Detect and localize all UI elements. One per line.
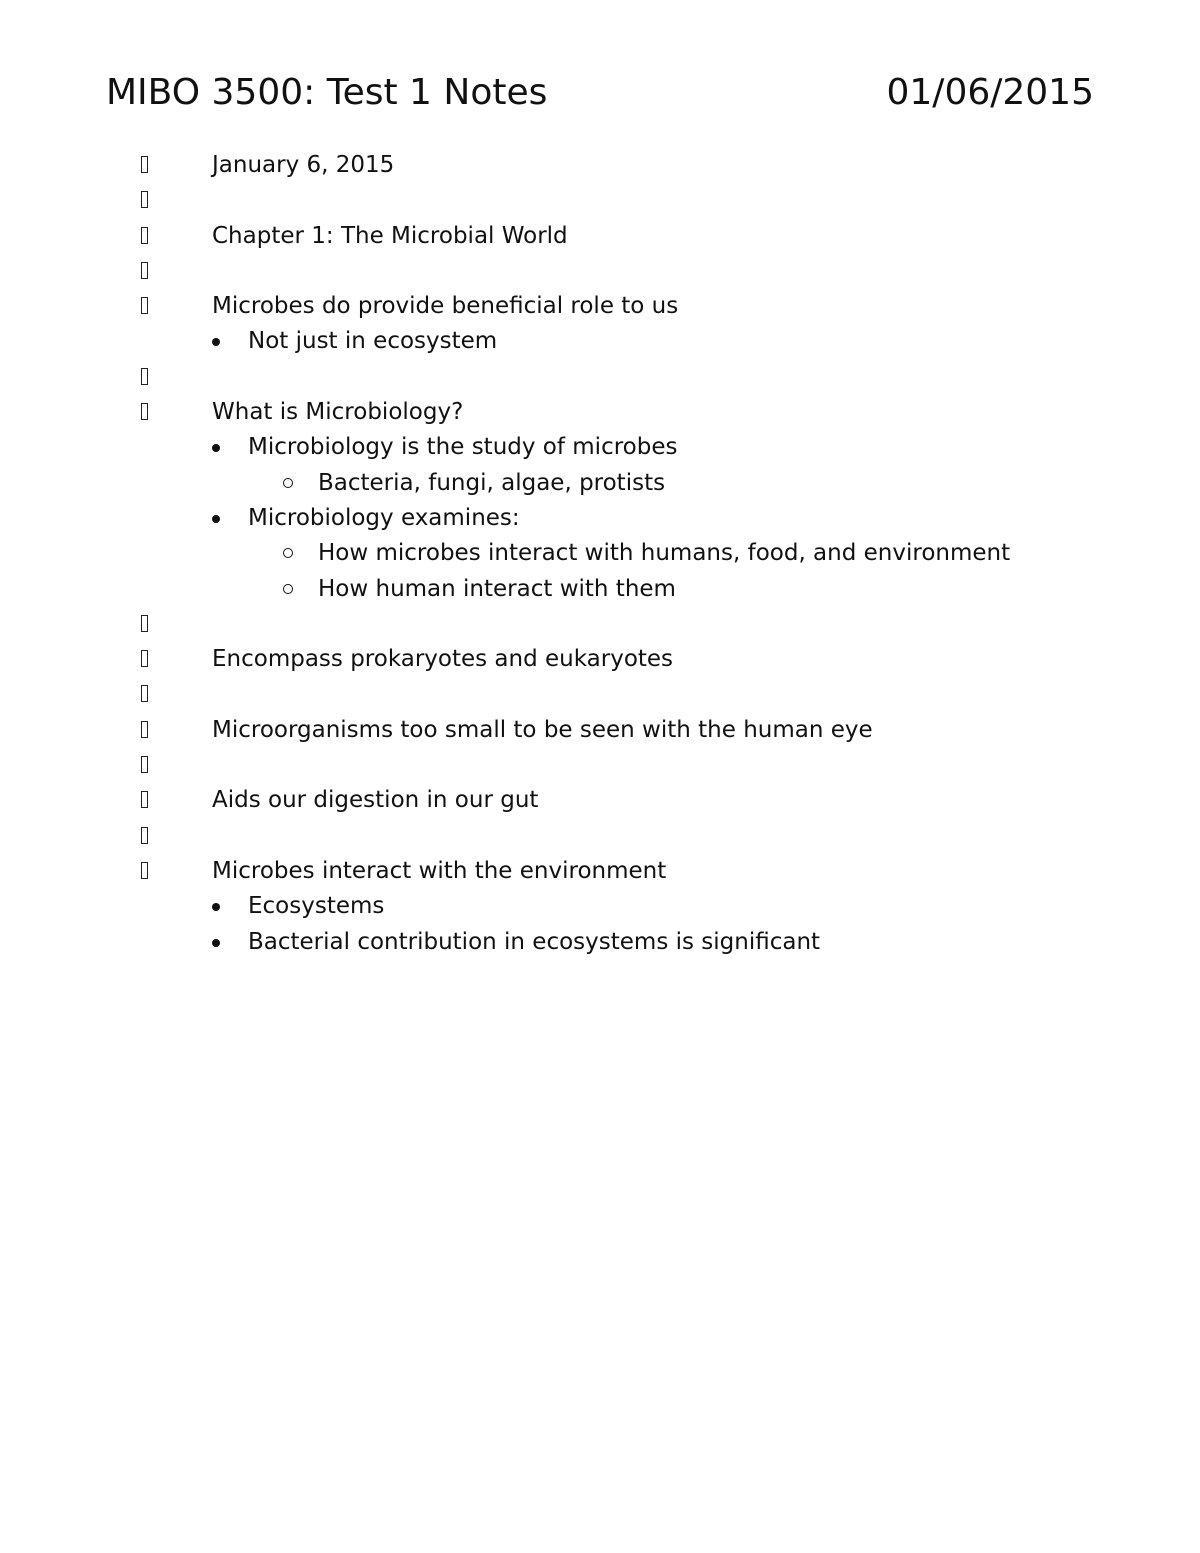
note-item — [0, 642, 1200, 677]
note-item — [0, 148, 1200, 183]
note-marker-icon — [141, 721, 148, 738]
note-marker-icon — [141, 403, 148, 420]
note-item — [0, 819, 1200, 854]
note-item — [0, 395, 1200, 430]
document-header — [106, 70, 1094, 118]
note-marker-icon — [141, 368, 148, 385]
note-subitem — [0, 925, 1200, 960]
bullet-icon — [212, 939, 220, 947]
hollow-bullet-icon — [283, 548, 293, 558]
note-subsubitem — [0, 536, 1200, 571]
note-item — [0, 854, 1200, 889]
note-marker-icon — [141, 862, 148, 879]
note-marker-icon — [141, 297, 148, 314]
note-text: Chapter 1: The Microbial World — [212, 222, 568, 249]
hollow-bullet-icon — [283, 584, 293, 594]
bullet-icon — [212, 444, 220, 452]
note-marker-icon — [141, 756, 148, 773]
note-subitem — [0, 889, 1200, 924]
hollow-bullet-icon — [283, 478, 293, 488]
subitem-text: Bacterial contribution in ecosystems is significant — [248, 928, 821, 955]
bullet-icon — [212, 515, 220, 523]
subitem-text: Microbiology is the study of microbes — [248, 434, 678, 461]
note-text: Microbes do provide beneficial role to us — [212, 293, 679, 320]
note-text: What is Microbiology? — [212, 399, 464, 426]
note-marker-icon — [141, 227, 148, 244]
note-item — [0, 748, 1200, 783]
note-item — [0, 360, 1200, 395]
note-text: Encompass prokaryotes and eukaryotes — [212, 646, 674, 673]
note-item — [0, 219, 1200, 254]
note-marker-icon — [141, 650, 148, 667]
subsubitem-text: Bacteria, fungi, algae, protists — [318, 469, 666, 496]
page-title: MIBO 3500: Test 1 Notes — [106, 72, 548, 113]
note-marker-icon — [141, 191, 148, 208]
header-date: 01/06/2015 — [886, 72, 1094, 113]
note-subitem — [0, 501, 1200, 536]
note-marker-icon — [141, 156, 148, 173]
note-subitem — [0, 430, 1200, 465]
note-marker-icon — [141, 827, 148, 844]
note-marker-icon — [141, 262, 148, 279]
note-item — [0, 677, 1200, 712]
note-text: Microorganisms too small to be seen with the human eye — [212, 716, 873, 743]
note-item — [0, 783, 1200, 818]
note-item — [0, 713, 1200, 748]
subsubitem-text: How microbes interact with humans, food, and environment — [318, 540, 1011, 567]
subitem-text: Not just in ecosystem — [248, 328, 498, 355]
subitem-text: Ecosystems — [248, 893, 385, 920]
note-item — [0, 607, 1200, 642]
note-item — [0, 183, 1200, 218]
note-marker-icon — [141, 685, 148, 702]
note-subitem — [0, 324, 1200, 359]
notes-list — [0, 148, 1200, 960]
bullet-icon — [212, 338, 220, 346]
subsubitem-text: How human interact with them — [318, 575, 676, 602]
bullet-icon — [212, 903, 220, 911]
note-subsubitem — [0, 466, 1200, 501]
note-text: January 6, 2015 — [212, 152, 395, 178]
note-marker-icon — [141, 615, 148, 632]
note-item — [0, 254, 1200, 289]
note-subsubitem — [0, 572, 1200, 607]
subitem-text: Microbiology examines: — [248, 504, 520, 531]
note-marker-icon — [141, 791, 148, 808]
note-text: Aids our digestion in our gut — [212, 787, 539, 814]
note-item — [0, 289, 1200, 324]
note-text: Microbes interact with the environment — [212, 857, 667, 884]
